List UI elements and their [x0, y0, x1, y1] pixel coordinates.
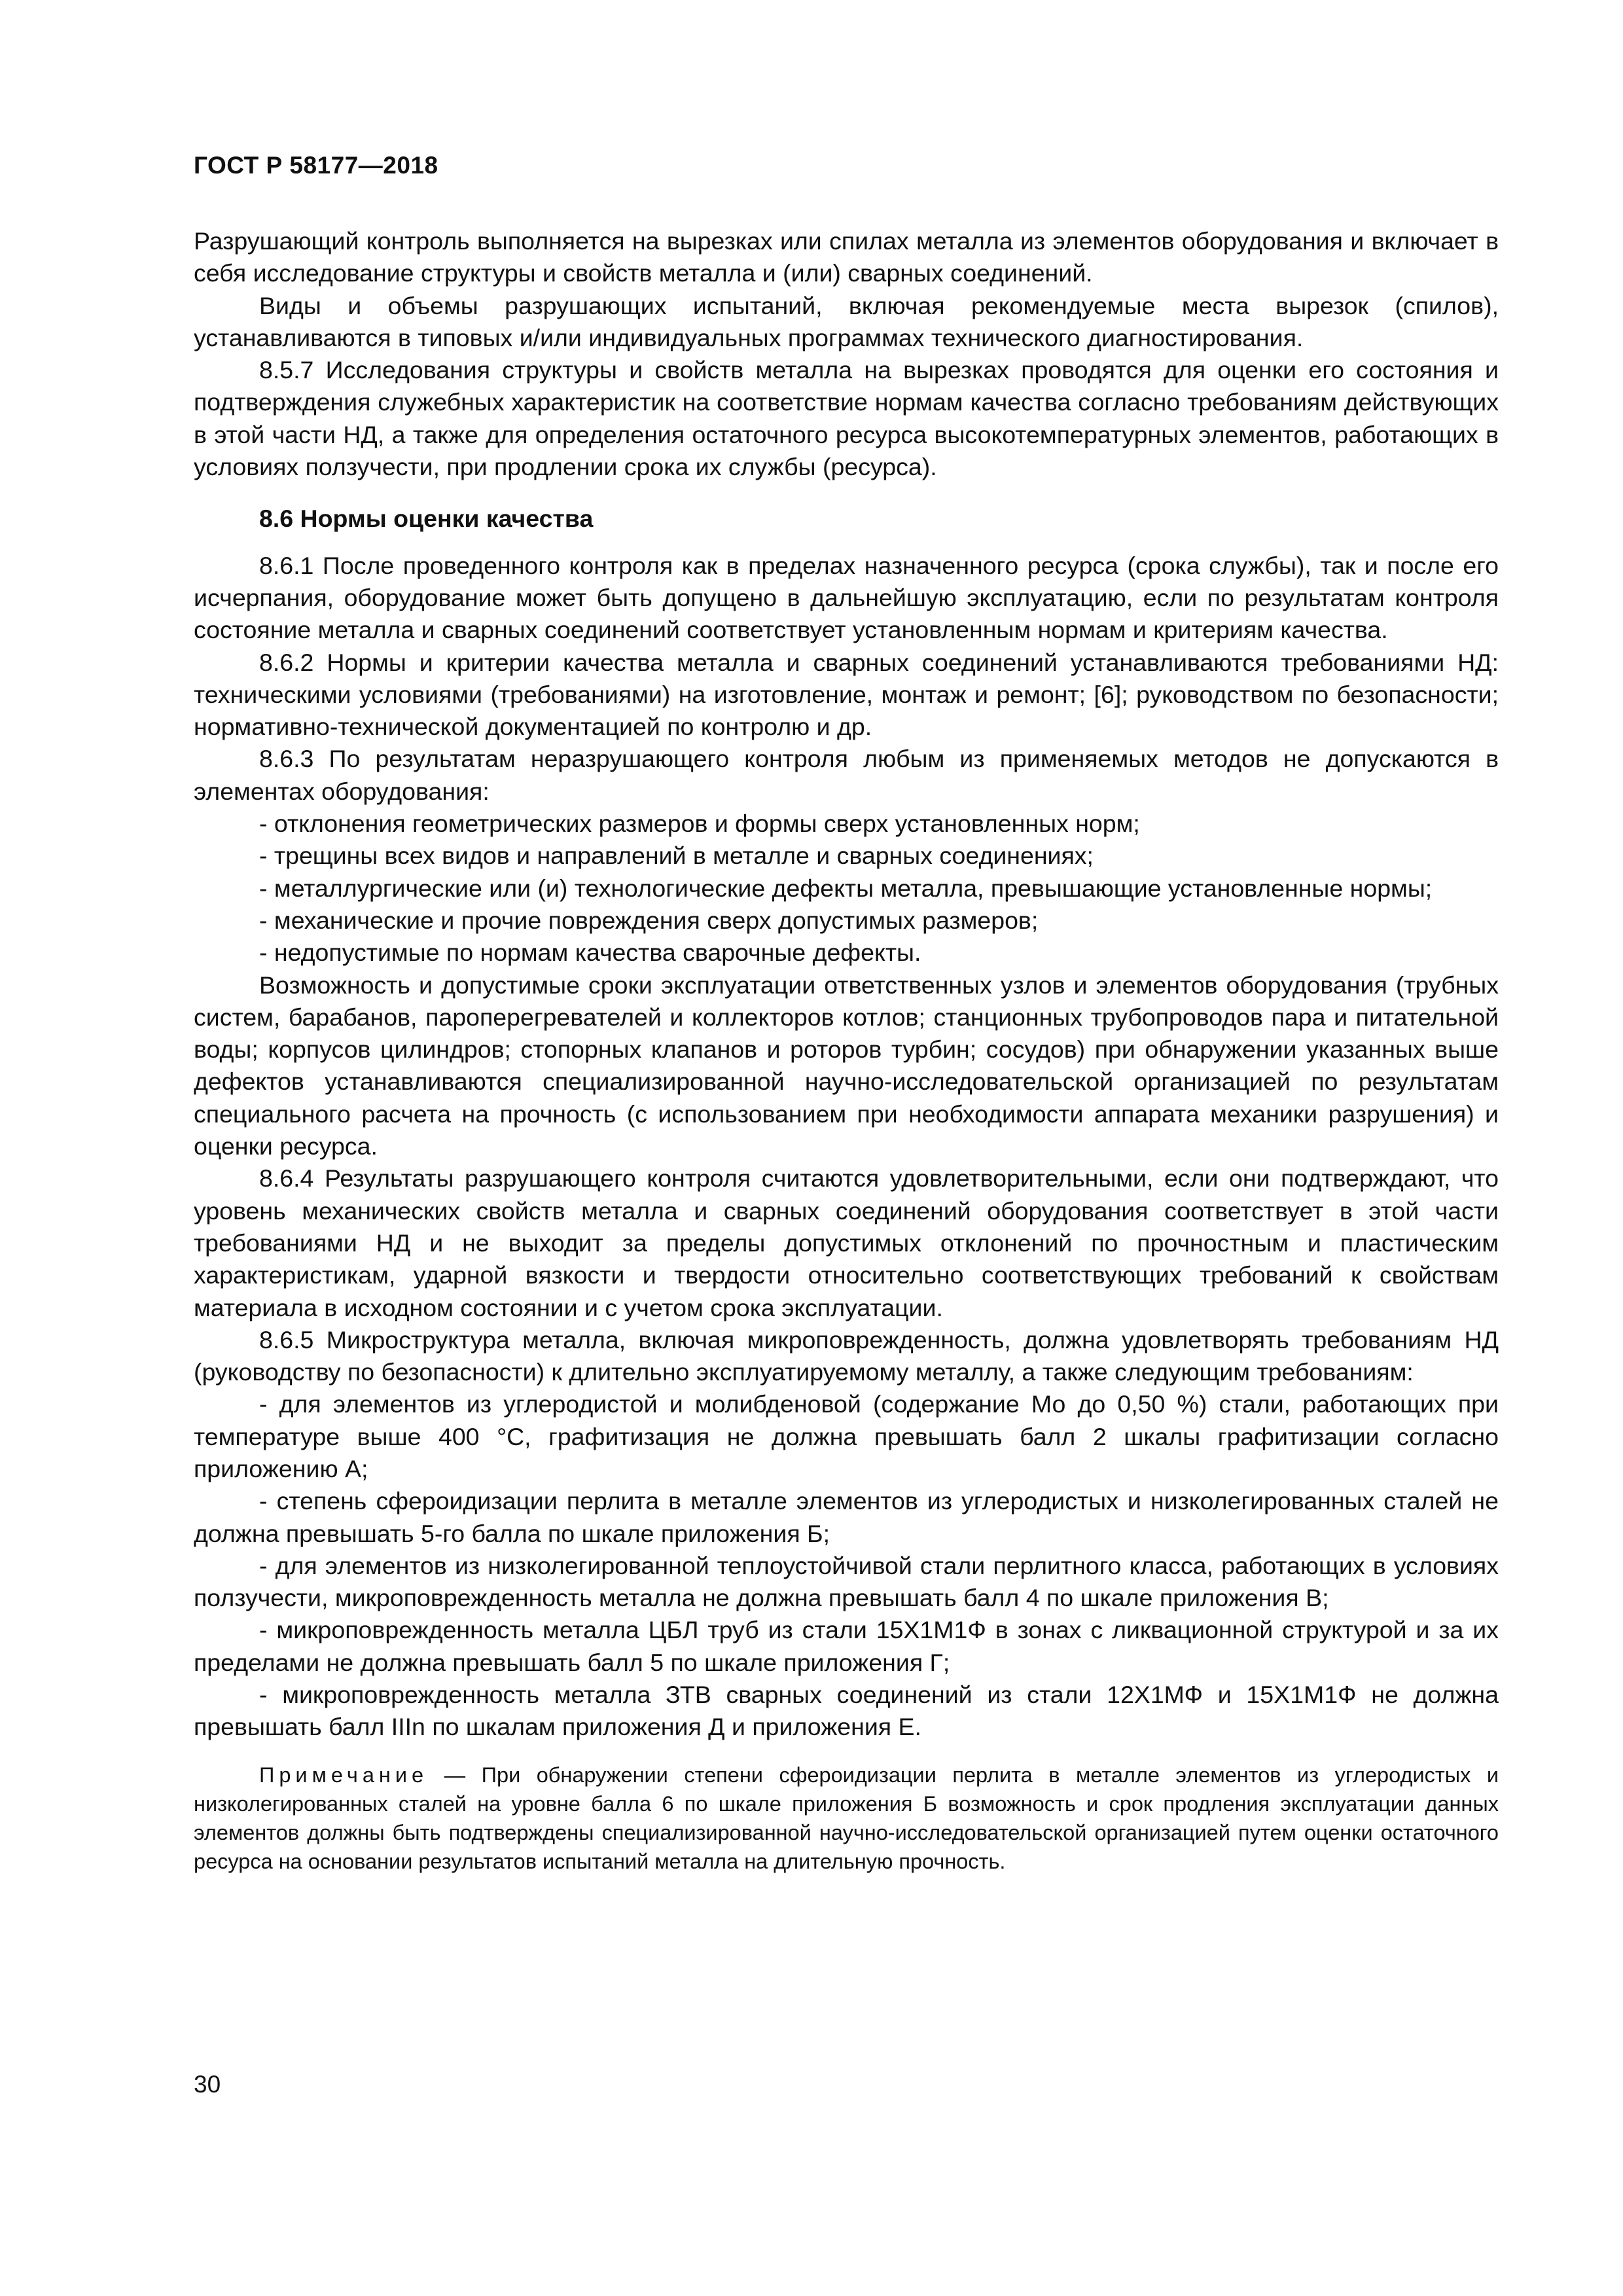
paragraph-destructive-control: Разрушающий контроль выполняется на вырезках или спилах металла из элементов оборудования и включает в себя исследование структуры и свойств металла и (или) сварных соединений.	[194, 227, 1499, 287]
microstructure-requirements-list	[194, 1388, 1499, 1743]
paragraph-8-6-4: 8.6.4 Результаты разрушающего контроля считаются удовлетворительными, если они подтверждают, что уровень механических свойств металла и сварных соединений оборудования соответствует в этой части требованиями НД и не выходит за пределы допустимых отклонений по прочностным и пластическим характеристикам, ударной вязкости и твердости относительно соответствующих требований к свойствам материала в исходном состоянии и с учетом срока эксплуатации.	[194, 1164, 1499, 1321]
paragraph-8-6-5: 8.6.5 Микроструктура металла, включая микроповрежденность, должна удовлетворять требованиям НД (руководству по безопасности) к длительно эксплуатируемому металлу, а также следующим требованиям:	[194, 1325, 1499, 1386]
list-item: - металлургические или (и) технологические дефекты металла, превышающие установленные нормы;	[259, 874, 1433, 902]
defects-list	[194, 808, 1499, 969]
document-body	[194, 225, 1499, 1876]
list-item: - для элементов из углеродистой и молибденовой (содержание Мо до 0,50 %) стали, работающих при температуре выше 400 °С, графитизация не должна превышать балл 2 шкалы графитизации согласно приложению А;	[194, 1390, 1499, 1482]
list-item: - отклонения геометрических размеров и формы сверх установленных норм;	[259, 810, 1140, 838]
paragraph-8-6-1: 8.6.1 После проведенного контроля как в пределах назначенного ресурса (срока службы), так и после его исчерпания, оборудование может быть допущено в дальнейшую эксплуатацию, если по результатам контроля состояние металла и сварных соединений соответствует установленным нормам и критериям качества.	[194, 551, 1499, 644]
document-header: ГОСТ Р 58177—2018	[194, 152, 438, 179]
paragraph-8-6-2: 8.6.2 Нормы и критерии качества металла и сварных соединений устанавливаются требованиями НД: техническими условиями (требованиями) на изготовление, монтаж и ремонт; [6]; руководством по безопасности; нормативно-технической документацией по контролю и др.	[194, 648, 1499, 741]
paragraph-8-6-3: 8.6.3 По результатам неразрушающего контроля любым из применяемых методов не допускаются в элементах оборудования:	[194, 745, 1499, 805]
list-item: - микроповрежденность металла ЦБЛ труб из стали 15Х1М1Ф в зонах с ликвационной структурой и за их пределами не должна превышать балл 5 по шкале приложения Г;	[194, 1616, 1499, 1676]
list-item: - микроповрежденность металла ЗТВ сварных соединений из стали 12Х1МФ и 15Х1М1Ф не должна превышать балл IIIn по шкалам приложения Д и приложения Е.	[194, 1681, 1499, 1741]
section-heading-8-6: 8.6 Нормы оценки качества	[259, 505, 594, 533]
note-text: — При обнаружении степени сфероидизации перлита в металле элементов из углеродистых и низколегированных сталей на уровне балла 6 по шкале приложения Б возможность и срок продления эксплуатации данных элементов должны быть подтверждены специализированной научно-исследовательской организацией путем оценки остаточного ресурса на основании результатов испытаний металла на длительную прочность.	[194, 1763, 1499, 1873]
list-item: - для элементов из низколегированной теплоустойчивой стали перлитного класса, работающих в условиях ползучести, микроповрежденность металла не должна превышать балл 4 по шкале приложения В;	[194, 1551, 1499, 1612]
paragraph-test-types: Виды и объемы разрушающих испытаний, включая рекомендуемые места вырезок (спилов), устанавливаются в типовых и/или индивидуальных программах технического диагностирования.	[194, 291, 1499, 351]
paragraph-operation-possibility: Возможность и допустимые сроки эксплуатации ответственных узлов и элементов оборудования (трубных систем, барабанов, пароперегревателей и коллекторов котлов; станционных трубопроводов пара и питательной воды; корпусов цилиндров; стопорных клапанов и роторов турбин; сосудов) при обнаружении указанных выше дефектов устанавливаются специализированной научно-исследовательской организацией по результатам специального расчета на прочность (с использованием при необходимости аппарата механики разрушения) и оценки ресурса.	[194, 971, 1499, 1160]
list-item: - трещины всех видов и направлений в металле и сварных соединениях;	[259, 842, 1094, 870]
list-item: - недопустимые по нормам качества сварочные дефекты.	[259, 939, 921, 967]
list-item: - степень сфероидизации перлита в металле элементов из углеродистых и низколегированных сталей не должна превышать 5-го балла по шкале приложения Б;	[194, 1487, 1499, 1547]
list-item: - механические и прочие повреждения сверх допустимых размеров;	[259, 906, 1039, 934]
note-label: Примечание	[259, 1763, 429, 1787]
page-number: 30	[194, 2071, 221, 2098]
note-paragraph	[194, 1761, 1499, 1876]
paragraph-8-5-7: 8.5.7 Исследования структуры и свойств металла на вырезках проводятся для оценки его состояния и подтверждения служебных характеристик на соответствие нормам качества согласно требованиям действующих в этой части НД, а также для определения остаточного ресурса высокотемпературных элементов, работающих в условиях ползучести, при продлении срока их службы (ресурса).	[194, 356, 1499, 481]
